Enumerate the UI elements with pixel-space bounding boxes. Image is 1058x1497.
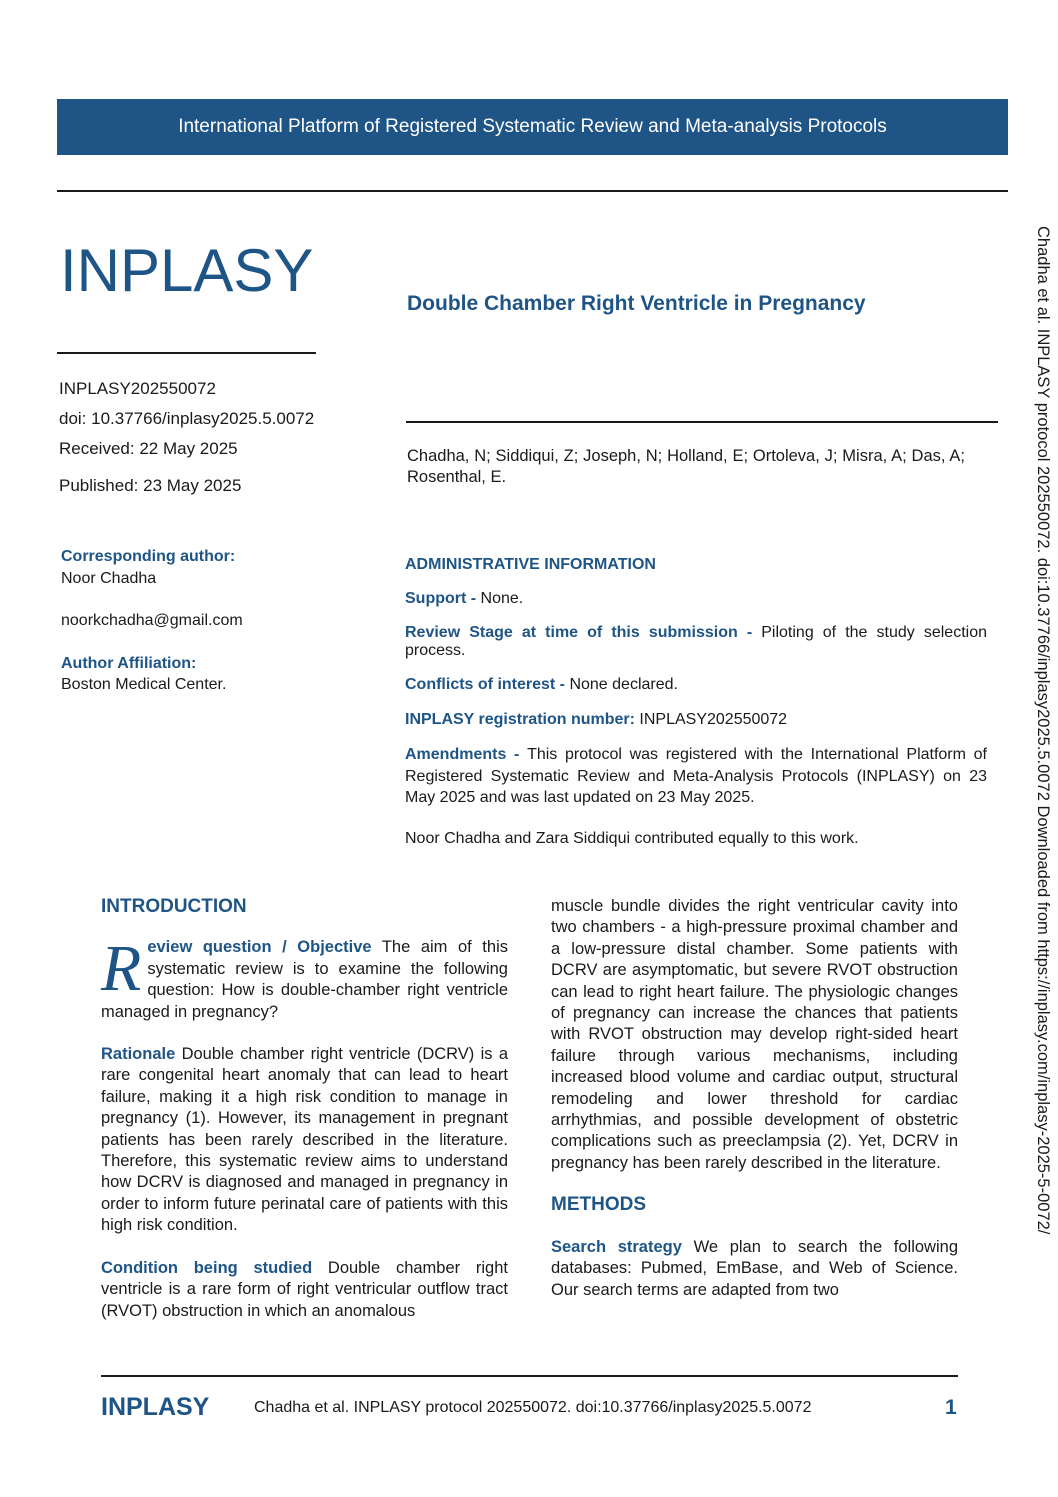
review-question-paragraph [101, 932, 508, 1023]
title-rule [406, 421, 998, 423]
page-number: 1 [945, 1396, 957, 1419]
search-strategy-text: We plan to search the following databases: Pubmed, EmBase, and Web of Science. Our search terms are adapted from two [551, 1237, 958, 1299]
review-question-label: eview question / Objective [147, 938, 372, 957]
review-stage-value: Piloting of the study selection process. [405, 624, 987, 659]
admin-registration [405, 710, 987, 730]
review-question-text: The aim of this systematic review is to examine the following question: How is double-chamber right ventricle managed in pregnancy? [101, 938, 508, 1021]
admin-heading: ADMINISTRATIVE INFORMATION [405, 556, 656, 573]
column-right [551, 896, 958, 1301]
protocol-id: INPLASY202550072 [59, 379, 216, 398]
footer-logo: INPLASY [101, 1393, 210, 1421]
search-strategy-label: Search strategy [551, 1237, 682, 1256]
received-date: Received: 22 May 2025 [59, 439, 238, 458]
support-value: None. [480, 590, 524, 607]
footer-citation: Chadha et al. INPLASY protocol 202550072. doi:10.37766/inplasy2025.5.0072 [254, 1399, 812, 1416]
amendments-value: This protocol was registered with the International Platform of Registered Systematic Review and Meta-Analysis Protocols (INPLASY) on 23 May 2025 and was last updated on 23 May 2025. [405, 746, 987, 806]
published-date: Published: 23 May 2025 [59, 476, 242, 495]
admin-amendments [405, 744, 987, 809]
condition-continued: muscle bundle divides the right ventricular cavity into two chambers - a high-pressure proximal chamber and a low-pressure distal chamber. Some patients with DCRV are asymptomatic, but severe RVOT obstruction can lead to right heart failure. The physiologic changes of pregnancy can increase the chances that patients with RVOT obstruction may develop right-sided heart failure through various mechanisms, including increased blood volume and cardiac output, structural remodeling and lower threshold for cardiac arrhythmias, and possible development of obstetric complications such as preeclampsia (2). Yet, DCRV in pregnancy has been rarely described in the literature. [551, 897, 958, 1172]
amendments-label: Amendments - [405, 746, 528, 763]
methods-heading: METHODS [551, 1194, 646, 1216]
corresponding-author-email[interactable]: noorkchadha@gmail.com [61, 612, 243, 629]
top-rule [57, 190, 1008, 192]
affiliation-label: Author Affiliation: [61, 655, 197, 672]
journal-banner: International Platform of Registered Systematic Review and Meta-analysis Protocols [57, 99, 1008, 155]
logo-rule [57, 352, 316, 354]
equal-contribution: Noor Chadha and Zara Siddiqui contributed equally to this work. [405, 830, 859, 847]
registration-value: INPLASY202550072 [639, 711, 788, 728]
support-label: Support - [405, 590, 481, 607]
drop-cap: R [101, 932, 142, 1006]
corresponding-author-name: Noor Chadha [61, 570, 157, 587]
rationale-paragraph [101, 1044, 508, 1237]
introduction-heading: INTRODUCTION [101, 896, 247, 917]
review-stage-label: Review Stage at time of this submission - [405, 624, 762, 641]
condition-paragraph [101, 1258, 508, 1322]
affiliation: Boston Medical Center. [61, 676, 227, 693]
conflicts-value: None declared. [569, 676, 678, 693]
corresponding-author-label: Corresponding author: [61, 548, 236, 565]
admin-review-stage [405, 624, 987, 660]
condition-text: Double chamber right ventricle is a rare form of right ventricular outflow tract (RVOT) obstruction in which an anomalous [101, 1258, 508, 1320]
page-title: Double Chamber Right Ventricle in Pregnancy [407, 292, 866, 315]
registration-label: INPLASY registration number: [405, 711, 640, 728]
doi: doi: 10.37766/inplasy2025.5.0072 [59, 409, 315, 428]
rationale-text: Double chamber right ventricle (DCRV) is a rare congenital heart anomaly that can lead to heart failure, making it a high risk condition to manage in pregnancy (1). However, its management in pregnant patients has been rarely described in the literature. Therefore, this systematic review aims to understand how DCRV is diagnosed and managed in pregnancy in order to inform future perinatal care of patients with this high risk condition. [101, 1045, 508, 1235]
admin-support [405, 589, 987, 609]
footer-rule [101, 1375, 958, 1377]
inplasy-logo: INPLASY [60, 237, 314, 304]
condition-label: Condition being studied [101, 1258, 313, 1277]
side-download-notice: Chadha et al. INPLASY protocol 202550072. doi:10.37766/inplasy2025.5.0072 Downloaded from https://inplasy.com/inplasy-2025-5-0072/ [1034, 226, 1052, 1235]
search-strategy-paragraph [551, 1237, 958, 1301]
admin-conflicts [405, 675, 987, 695]
column-left [101, 896, 508, 1322]
rationale-label: Rationale [101, 1045, 176, 1064]
author-list: Chadha, N; Siddiqui, Z; Joseph, N; Holland, E; Ortoleva, J; Misra, A; Das, A; Rosenthal, E. [407, 447, 965, 486]
conflicts-label: Conflicts of interest - [405, 676, 570, 693]
